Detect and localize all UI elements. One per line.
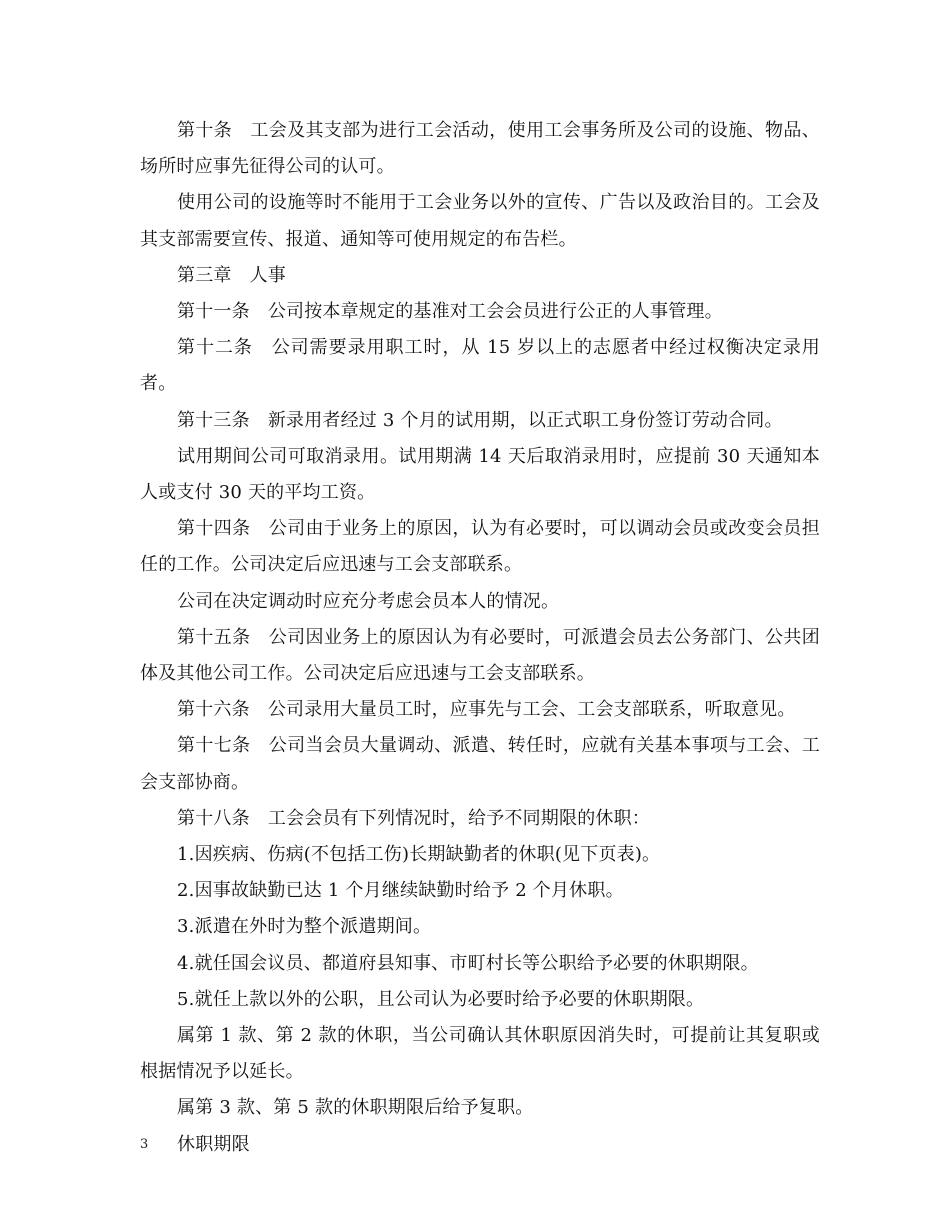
paragraph-text: 公司由于业务上的原因，认为有必要时，可以调动会员或改变会员担任的工作。公司决定后应迅速与工会支部联系。: [140, 518, 820, 576]
paragraph-text: 新录用者经过 3 个月的试用期，以正式职工身份签订劳动合同。: [267, 409, 783, 431]
paragraph-article-18: [140, 801, 820, 837]
paragraph: [140, 584, 820, 620]
list-item-text: 2.因事故缺勤已达 1 个月继续缺勤时给予 2 个月休职。: [177, 880, 624, 902]
article-heading: 第十四条: [177, 518, 251, 540]
paragraph: [140, 439, 820, 511]
paragraph-text: 公司需要录用职工时，从 15 岁以上的志愿者中经过权衡决定录用者。: [140, 337, 820, 395]
paragraph: [140, 1018, 820, 1090]
list-item-text: 3.派遣在外时为整个派遣期间。: [177, 916, 432, 938]
list-item-text: 4.就任国会议员、都道府县知事、市町村长等公职给予必要的休职期限。: [177, 952, 759, 974]
article-heading: 第十条: [177, 120, 233, 141]
paragraph-article-17: [140, 728, 820, 800]
paragraph: [140, 1090, 820, 1126]
list-item: [140, 909, 820, 945]
article-heading: 第十一条: [177, 301, 250, 323]
paragraph-article-14: [140, 511, 820, 583]
table-caption: [140, 1127, 820, 1163]
table-caption-text: 休职期限: [177, 1133, 250, 1155]
document-body: [140, 113, 820, 1163]
paragraph-article-11: [140, 294, 820, 330]
article-heading: 第十三条: [177, 409, 250, 431]
paragraph-text: 属第 1 款、第 2 款的休职，当公司确认其休职原因消失时，可提前让其复职或根据情况予以延长。: [140, 1025, 820, 1083]
article-heading: 第十二条: [177, 337, 253, 359]
paragraph-text: 公司在决定调动时应充分考虑会员本人的情况。: [177, 590, 560, 612]
chapter-number: 第三章: [177, 264, 232, 286]
list-item: [140, 873, 820, 909]
paragraph-article-15: [140, 620, 820, 692]
paragraph-article-13: [140, 403, 820, 439]
article-heading: 第十六条: [177, 699, 250, 721]
article-heading: 第十八条: [177, 807, 250, 829]
paragraph-article-10: [140, 113, 820, 185]
list-item: [140, 982, 820, 1018]
paragraph-text: 使用公司的设施等时不能用于工会业务以外的宣传、广告以及政治目的。工会及其支部需要宣传、报道、通知等可使用规定的布告栏。: [140, 192, 820, 250]
page-number: 3: [140, 1137, 149, 1152]
paragraph-article-16: [140, 692, 820, 728]
paragraph-text: 公司因业务上的原因认为有必要时，可派遣会员去公务部门、公共团体及其他公司工作。公司决定后应迅速与工会支部联系。: [140, 626, 820, 685]
paragraph-text: 公司当会员大量调动、派遣、转任时，应就有关基本事项与工会、工会支部协商。: [140, 735, 820, 793]
paragraph: [140, 185, 820, 257]
article-heading: 第十七条: [177, 735, 251, 757]
paragraph-text: 公司按本章规定的基准对工会会员进行公正的人事管理。: [267, 301, 723, 323]
paragraph-text: 工会及其支部为进行工会活动，使用工会事务所及公司的设施、物品、场所时应事先征得公司的认可。: [140, 120, 820, 178]
paragraph-text: 属第 3 款、第 5 款的休职期限后给予复职。: [177, 1097, 534, 1119]
list-item: [140, 946, 820, 982]
article-heading: 第十五条: [177, 626, 251, 648]
paragraph-text: 工会会员有下列情况时，给予不同期限的休职：: [267, 807, 651, 829]
list-item: [140, 837, 820, 873]
list-item-text: 5.就任上款以外的公职，且公司认为必要时给予必要的休职期限。: [177, 988, 705, 1010]
chapter-title: 人事: [249, 264, 287, 286]
chapter-heading: [140, 258, 820, 294]
list-item-text: 1.因疾病、伤病(不包括工伤)长期缺勤者的休职(见下页表)。: [177, 844, 661, 866]
paragraph-text: 试用期间公司可取消录用。试用期满 14 天后取消录用时，应提前 30 天通知本人或支付 30 天的平均工资。: [140, 445, 820, 504]
paragraph-text: 公司录用大量员工时，应事先与工会、工会支部联系，听取意见。: [267, 699, 796, 721]
paragraph-article-12: [140, 330, 820, 402]
